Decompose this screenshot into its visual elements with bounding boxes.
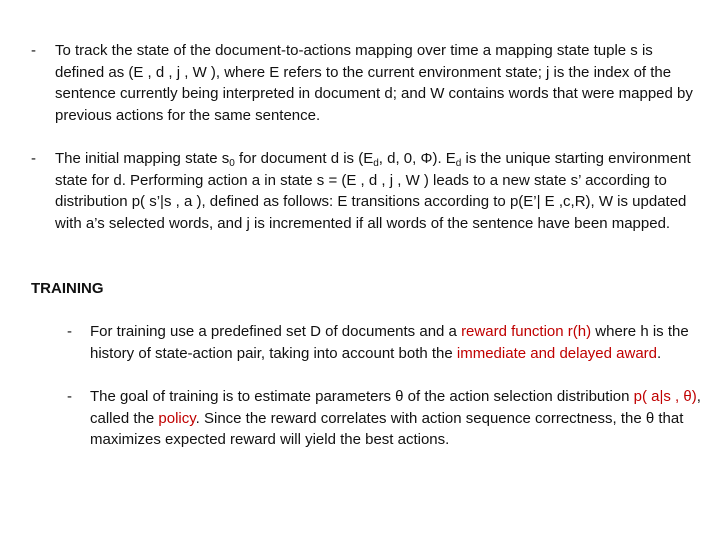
sub-bullet-text: For training use a predefined set D of documents and a reward function r(h) where h is the history of state-action pair, taking into account both the immediate and delayed award. xyxy=(90,323,689,362)
sub-bullet-dash: - xyxy=(67,388,72,405)
bullet-text: The initial mapping state $s_0$ for document d is ($E_d$, d, 0, Φ). $E_d$ is the unique starting environment state for d. Performing action a in state s = (E , d , j , W ) leads to a new state s’ according to distribution p( s’|s , a ), defined as follows: E transitions according to p(E’| E ,c,R), W is updated with a’s selected words, and j is incremented if all words of the sentence have been mapped. xyxy=(55,150,691,232)
sub-bullet-dash: - xyxy=(67,323,72,340)
sub-bullet-text: The goal of training is to estimate parameters θ of the action selection distribution p( a|s , θ), called the policy. Since the reward correlates with action sequence correctness, the θ that maximizes expected reward will yield the best actions. xyxy=(90,388,701,449)
bullet-text: To track the state of the document-to-actions mapping over time a mapping state tuple s is defined as (E , d , j , W ), where E refers to the current environment state; j is the index of the sentence currently being interpreted in document d; and W contains words that were mapped by previous actions for the same sentence. xyxy=(55,42,693,124)
section-heading-training: TRAINING xyxy=(31,280,104,297)
bullet-dash: - xyxy=(31,42,36,59)
bullet-dash: - xyxy=(31,150,36,167)
